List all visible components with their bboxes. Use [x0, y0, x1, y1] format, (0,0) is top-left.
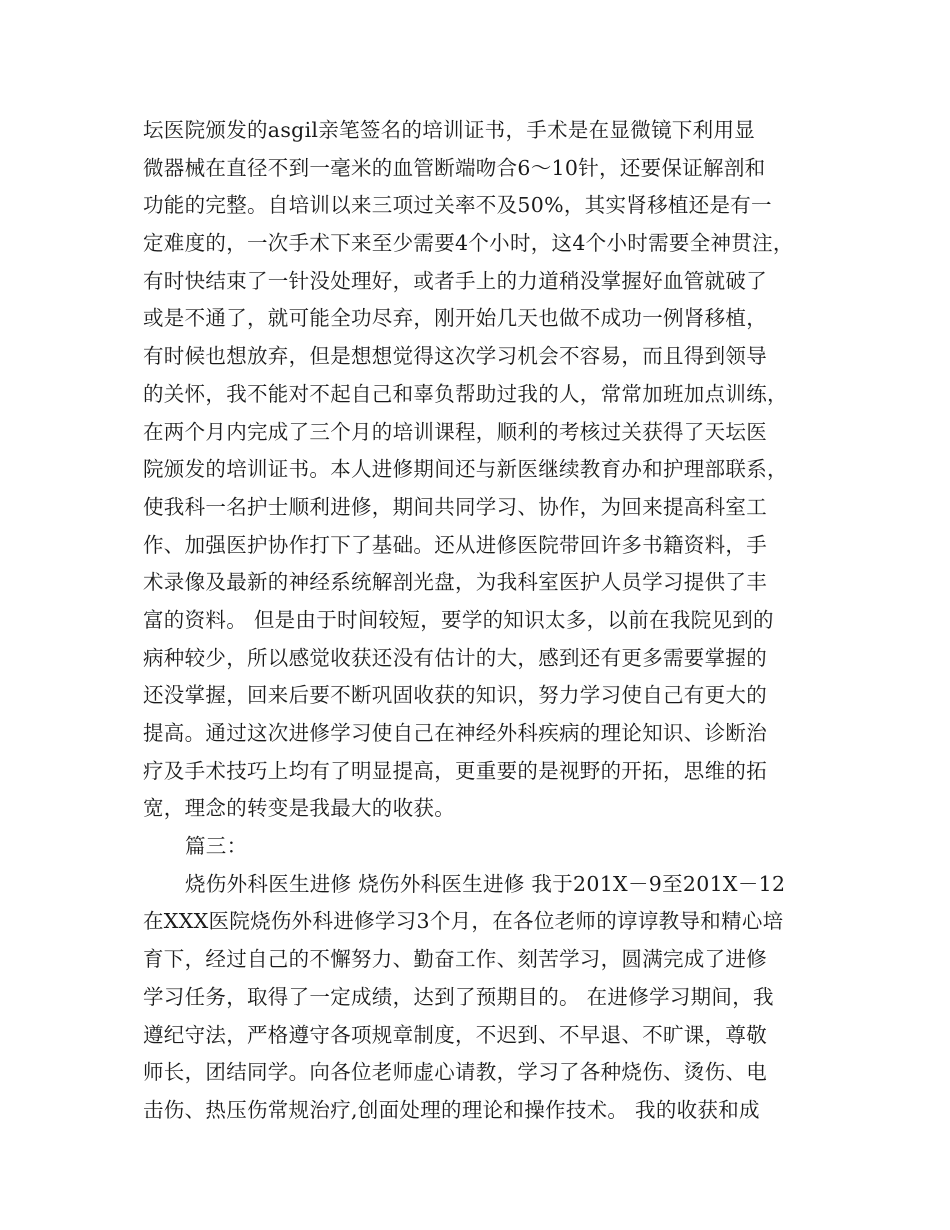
paragraph-line: 微器械在直径不到一毫米的血管断端吻合6～10针，还要保证解剖和 — [143, 155, 766, 180]
section-paragraph-line: 师长，团结同学。向各位老师虚心请教，学习了各种烧伤、烫伤、电 — [143, 1060, 767, 1085]
paragraph-line: 宽，理念的转变是我最大的收获。 — [143, 796, 455, 821]
section-heading: 篇三： — [185, 834, 248, 859]
section-paragraph-line: 烧伤外科医生进修 烧伤外科医生进修 我于201X－9至201X－12 — [185, 871, 786, 896]
paragraph-line: 病种较少，所以感觉收获还没有估计的大，感到还有更多需要掌握的 — [143, 645, 767, 670]
paragraph-line: 有时候也想放弃，但是想想觉得这次学习机会不容易，而且得到领导 — [143, 344, 767, 369]
section-paragraph-line: 学习任务，取得了一定成绩，达到了预期目的。 在进修学习期间，我 — [143, 984, 774, 1009]
paragraph-line: 疗及手术技巧上均有了明显提高，更重要的是视野的开拓，思维的拓 — [143, 758, 767, 783]
paragraph-line: 或是不通了，就可能全功尽弃，刚开始几天也做不成功一例肾移植， — [143, 306, 767, 331]
paragraph-line: 术录像及最新的神经系统解剖光盘，为我科室医护人员学习提供了丰 — [143, 570, 767, 595]
paragraph-line: 的关怀，我不能对不起自己和辜负帮助过我的人，常常加班加点训练， — [143, 381, 788, 406]
section-paragraph-line: 育下，经过自己的不懈努力、勤奋工作、刻苦学习，圆满完成了进修 — [143, 947, 767, 972]
paragraph-line: 在两个月内完成了三个月的培训课程，顺利的考核过关获得了天坛医 — [143, 419, 767, 444]
paragraph-line: 有时快结束了一针没处理好，或者手上的力道稍没掌握好血管就破了 — [143, 268, 767, 293]
section-paragraph-line: 在XXX医院烧伤外科进修学习3个月，在各位老师的谆谆教导和精心培 — [143, 909, 784, 934]
section-paragraph-line: 击伤、热压伤常规治疗,创面处理的理论和操作技术。 我的收获和成 — [143, 1097, 760, 1122]
paragraph-line: 坛医院颁发的asgil亲笔签名的培训证书，手术是在显微镜下利用显 — [143, 118, 756, 142]
paragraph-line: 使我科一名护士顺利进修，期间共同学习、协作，为回来提高科室工 — [143, 494, 767, 519]
paragraph-line: 还没掌握，回来后要不断巩固收获的知识，努力学习使自己有更大的 — [143, 683, 767, 708]
section-paragraph-line: 遵纪守法，严格遵守各项规章制度，不迟到、不早退、不旷课，尊敬 — [143, 1022, 767, 1047]
document-body — [143, 112, 833, 1130]
paragraph-line: 提高。通过这次进修学习使自己在神经外科疾病的理论知识、诊断治 — [143, 721, 767, 745]
paragraph-line: 富的资料。 但是由于时间较短，要学的知识太多，以前在我院见到的 — [143, 607, 774, 632]
paragraph-line: 定难度的，一次手术下来至少需要4个小时，这4个小时需要全神贯注， — [143, 231, 794, 256]
paragraph-line: 院颁发的培训证书。本人进修期间还与新医继续教育办和护理部联系， — [143, 457, 788, 482]
paragraph-line: 功能的完整。自培训以来三项过关率不及50%，其实肾移植还是有一 — [143, 193, 772, 218]
paragraph-line: 作、加强医护协作打下了基础。还从进修医院带回许多书籍资料，手 — [143, 532, 767, 557]
